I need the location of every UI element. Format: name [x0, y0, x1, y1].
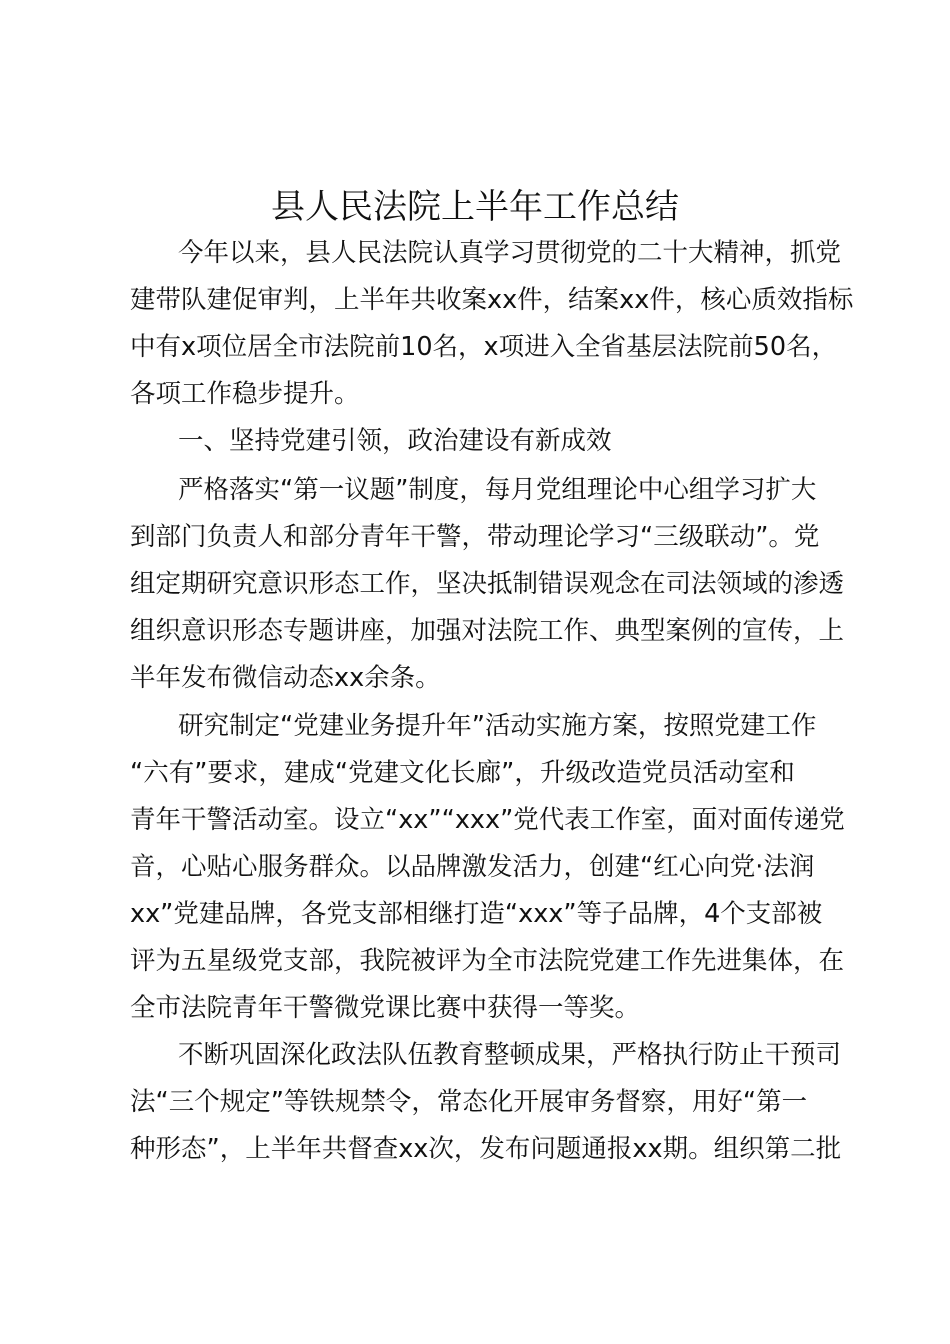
paragraph-line: 全市法院青年干警微党课比赛中获得一等奖。	[130, 993, 641, 1023]
paragraph-line: “六有”要求，建成“党建文化长廊”，升级改造党员活动室和	[130, 758, 795, 788]
paragraph-line: 研究制定“党建业务提升年”活动实施方案，按照党建工作	[178, 711, 817, 741]
paragraph-line: 建带队建促审判，上半年共收案xx件，结案xx件，核心质效指标	[130, 285, 854, 315]
paragraph-line: 到部门负责人和部分青年干警，带动理论学习“三级联动”。党	[130, 522, 820, 552]
paragraph-line: 法“三个规定”等铁规禁令，常态化开展审务督察，用好“第一	[130, 1087, 808, 1117]
paragraph-line: 组织意识形态专题讲座，加强对法院工作、典型案例的宣传，上	[130, 616, 845, 646]
paragraph-line: 种形态”，上半年共督查xx次，发布问题通报xx期。组织第二批	[130, 1134, 842, 1164]
paragraph-line: 不断巩固深化政法队伍教育整顿成果，严格执行防止干预司	[178, 1040, 842, 1070]
paragraph-line: 严格落实“第一议题”制度，每月党组理论中心组学习扩大	[178, 475, 817, 505]
paragraph-line: 青年干警活动室。设立“xx”“xxx”党代表工作室，面对面传递党	[130, 805, 845, 835]
section-heading: 一、坚持党建引领，政治建设有新成效	[178, 426, 612, 456]
paragraph-line: 音，心贴心服务群众。以品牌激发活力，创建“红心向党·法润	[130, 852, 815, 882]
document-title: 县人民法院上半年工作总结	[271, 187, 679, 227]
paragraph-line: 各项工作稳步提升。	[130, 379, 360, 409]
paragraph-line: xx”党建品牌，各党支部相继打造“xxx”等子品牌，4个支部被	[130, 899, 823, 929]
paragraph-line: 中有x项位居全市法院前10名，x项进入全省基层法院前50名，	[130, 332, 838, 362]
paragraph-line: 半年发布微信动态xx余条。	[130, 663, 441, 693]
paragraph-line: 评为五星级党支部，我院被评为全市法院党建工作先进集体，在	[130, 946, 845, 976]
paragraph-line: 今年以来，县人民法院认真学习贯彻党的二十大精神，抓党	[178, 238, 842, 268]
paragraph-line: 组定期研究意识形态工作，坚决抵制错误观念在司法领域的渗透	[130, 569, 845, 599]
